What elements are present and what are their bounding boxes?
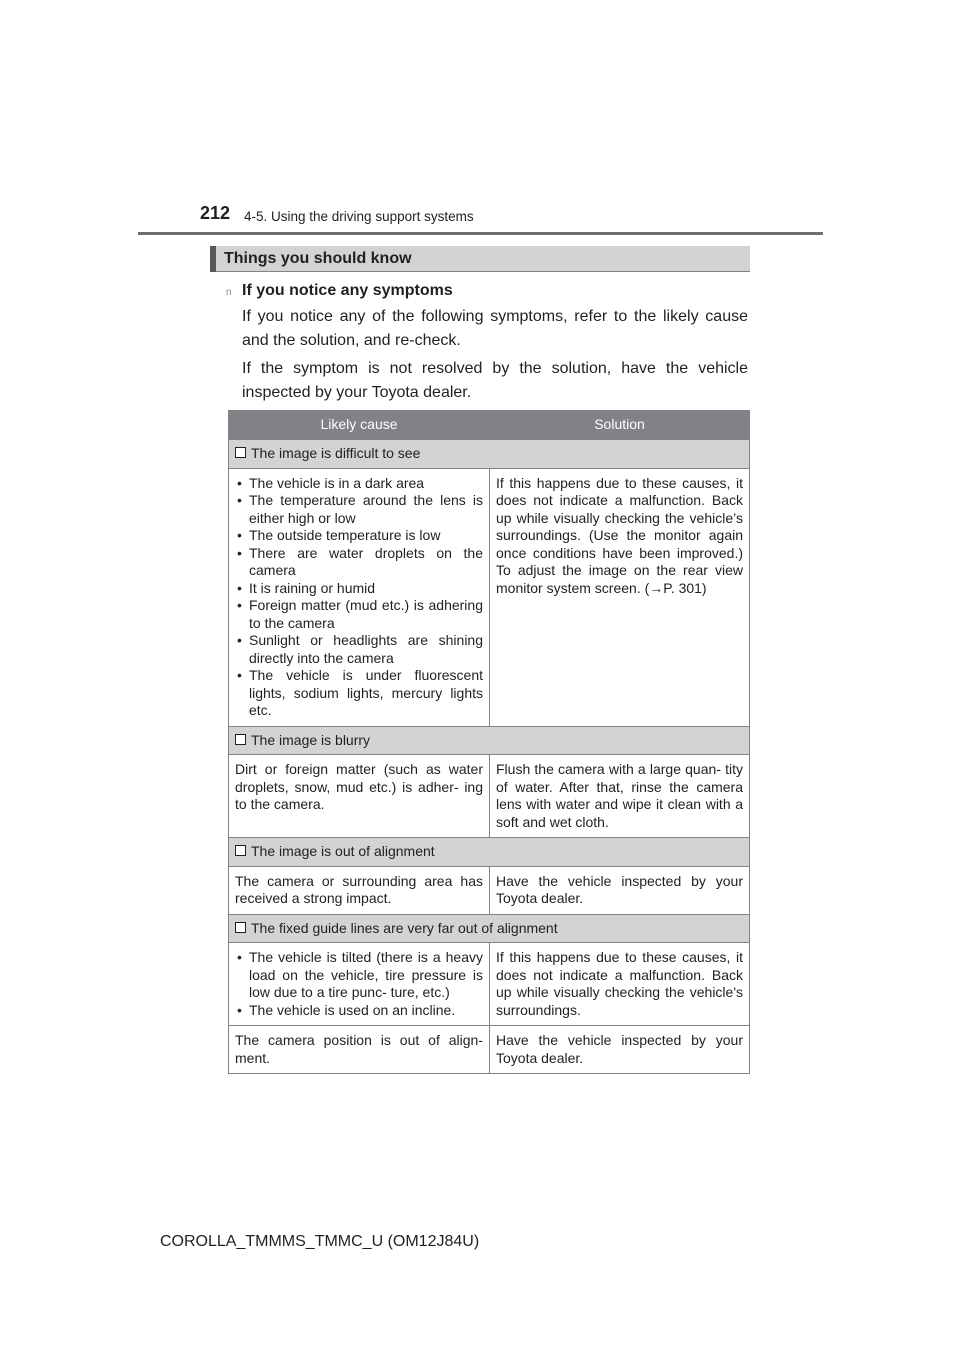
- page-number: 212: [200, 203, 231, 223]
- checkbox-icon: [235, 845, 246, 856]
- cause-item: • There are water droplets on the camera: [235, 545, 483, 580]
- column-header-solution: Solution: [490, 411, 750, 440]
- symptom-cell: [229, 726, 750, 755]
- symptom-row: [229, 726, 750, 755]
- cause-item: • Foreign matter (mud etc.) is adhering to the camera: [235, 597, 483, 632]
- cause-item: • It is raining or humid: [235, 580, 483, 598]
- solution-cell: Flush the camera with a large quan- tity of water. After that, rinse the camera lens with water and wipe it clean with a soft and wet cloth.: [490, 755, 750, 838]
- cause-item: • The temperature around the lens is either high or low: [235, 492, 483, 527]
- symptom-label: The image is out of alignment: [251, 843, 435, 859]
- table-row: [229, 755, 750, 838]
- intro-heading: If you notice any symptoms: [242, 282, 453, 299]
- cause-cell: [229, 943, 490, 1026]
- symptom-label: The fixed guide lines are very far out of alignment: [251, 919, 558, 936]
- checkbox-icon: [235, 734, 246, 745]
- intro-section: [226, 279, 748, 405]
- solution-cell: If this happens due to these causes, it does not indicate a malfunction. Back up while visually checking the vehicle’s surroundings. (Use the monitor again once conditions have been improved.) To adjust the image on the rear view monitor system screen. (→P. 301): [490, 468, 750, 726]
- symptom-cell: [229, 440, 750, 469]
- bullet-marker: n: [226, 287, 232, 298]
- checkbox-icon: [235, 922, 246, 933]
- symptom-label: The image is blurry: [251, 731, 371, 748]
- cause-cell: [229, 468, 490, 726]
- cause-item: • The vehicle is used on an incline.: [235, 1002, 483, 1020]
- solution-cell: Have the vehicle inspected by your Toyota dealer.: [490, 866, 750, 914]
- banner-bar: [210, 246, 216, 272]
- cause-item: • The outside temperature is low: [235, 527, 483, 545]
- symptom-row: [229, 914, 750, 943]
- cause-list: [235, 949, 483, 1019]
- cause-cell: The camera or surrounding area has received a strong impact.: [229, 866, 490, 914]
- cause-cell: The camera position is out of align- ment.: [229, 1026, 490, 1074]
- header-rule: [138, 232, 823, 235]
- section-title: 4-5. Using the driving support systems: [244, 209, 474, 224]
- banner-title: Things you should know: [224, 250, 412, 267]
- cause-list: [235, 475, 483, 720]
- column-header-likely-cause: Likely cause: [229, 411, 490, 440]
- cause-item: • The vehicle is tilted (there is a heavy load on the vehicle, tire pressure is low due to a tire punc- ture, etc.): [235, 949, 483, 1002]
- checkbox-icon: [235, 447, 246, 458]
- cause-item: • Sunlight or headlights are shining directly into the camera: [235, 632, 483, 667]
- intro-heading-line: [226, 279, 748, 305]
- symptom-cell: [229, 914, 750, 943]
- table-row: [229, 943, 750, 1026]
- symptom-row: [229, 838, 750, 867]
- symptom-row: [229, 440, 750, 469]
- cause-item: • The vehicle is in a dark area: [235, 475, 483, 493]
- solution-cell: If this happens due to these causes, it does not indicate a malfunction. Back up while visually checking the vehicle's surroundings.: [490, 943, 750, 1026]
- symptoms-table: [228, 410, 750, 1074]
- intro-paragraph-2: If the symptom is not resolved by the solution, have the vehicle inspected by your Toyota dealer.: [242, 360, 748, 401]
- footer-model-code: COROLLA_TMMMS_TMMC_U (OM12J84U): [160, 1233, 480, 1250]
- table-header-row: [229, 411, 750, 440]
- symptom-cell: [229, 838, 750, 867]
- table-row: [229, 468, 750, 726]
- solution-cell: Have the vehicle inspected by your Toyota dealer.: [490, 1026, 750, 1074]
- table-row: [229, 866, 750, 914]
- things-you-should-know-banner: [210, 246, 750, 272]
- intro-paragraph-1: If you notice any of the following symptoms, refer to the likely cause and the solution, and re-check.: [242, 308, 748, 349]
- table-row: [229, 1026, 750, 1074]
- cause-cell: Dirt or foreign matter (such as water droplets, snow, mud etc.) is adher- ing to the camera.: [229, 755, 490, 838]
- symptom-label: The image is difficult to see: [251, 445, 421, 461]
- cause-item: • The vehicle is under fluorescent lights, sodium lights, mercury lights etc.: [235, 667, 483, 720]
